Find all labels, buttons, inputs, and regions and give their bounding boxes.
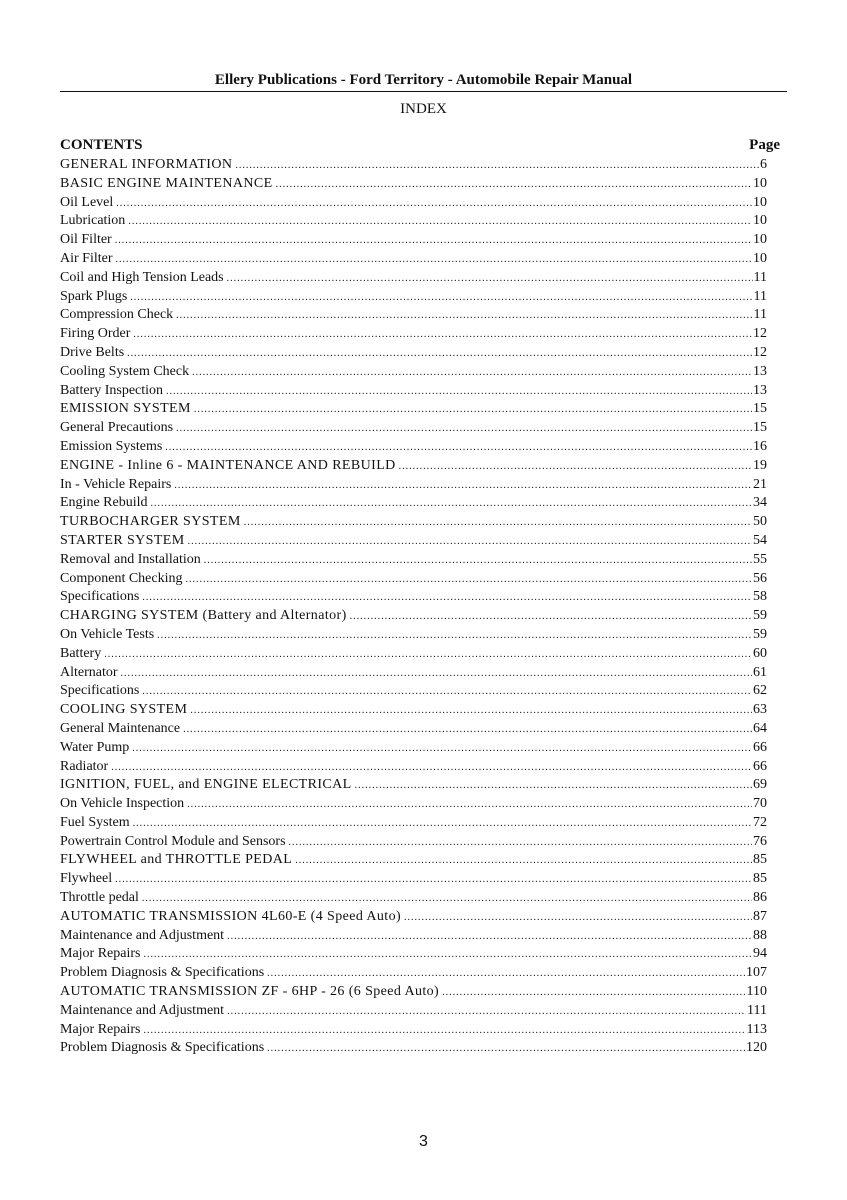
header-rule	[60, 91, 787, 92]
toc-entry-label: Problem Diagnosis & Specifications	[60, 965, 265, 981]
toc-entry[interactable]	[60, 401, 767, 420]
dot-leader	[176, 423, 752, 434]
toc-entry[interactable]	[60, 571, 767, 590]
toc-entry-page: 54	[753, 532, 767, 548]
dot-leader	[174, 480, 752, 491]
toc-entry-page: 66	[753, 739, 767, 755]
toc-entry-label: STARTER SYSTEM	[60, 532, 185, 548]
toc-entry-label: Maintenance and Adjustment	[60, 927, 225, 943]
toc-entry-label: Flywheel	[60, 871, 113, 887]
toc-entry-label: Drive Belts	[60, 344, 125, 360]
toc-entry-label: Throttle pedal	[60, 890, 139, 906]
toc-entry[interactable]	[60, 383, 767, 402]
toc-entry-label: Maintenance and Adjustment	[60, 1002, 225, 1018]
toc-entry[interactable]	[60, 815, 767, 834]
toc-entry-page: 15	[753, 401, 767, 417]
dot-leader	[133, 329, 752, 340]
dot-leader	[404, 912, 752, 923]
toc-entry-label: General Precautions	[60, 420, 174, 436]
dot-leader	[116, 254, 753, 265]
toc-entry-label: Radiator	[60, 758, 109, 774]
toc-entry-label: In - Vehicle Repairs	[60, 476, 172, 492]
toc-entry-label: Major Repairs	[60, 946, 141, 962]
toc-entry-label: Specifications	[60, 683, 140, 699]
toc-entry-page: 61	[753, 664, 767, 680]
toc-entry-label: COOLING SYSTEM	[60, 702, 188, 718]
toc-entry[interactable]	[60, 326, 767, 345]
toc-entry[interactable]	[60, 777, 767, 796]
toc-entry[interactable]	[60, 834, 767, 853]
toc-entry-label: FLYWHEEL and THROTTLE PEDAL	[60, 852, 293, 868]
toc-entry-label: ENGINE - Inline 6 - MAINTENANCE AND REBUILD	[60, 457, 396, 473]
toc-entry-page: 66	[753, 758, 767, 774]
dot-leader	[295, 855, 752, 866]
toc-entry-page: 69	[753, 777, 767, 793]
toc-entry-page: 13	[753, 382, 767, 398]
dot-leader	[176, 310, 752, 321]
toc-entry[interactable]	[60, 514, 767, 533]
toc-entry-label: CHARGING SYSTEM (Battery and Alternator)	[60, 608, 347, 624]
dot-leader	[143, 1025, 745, 1036]
toc-entry[interactable]	[60, 289, 767, 308]
toc-entry-page: 59	[753, 608, 767, 624]
toc-entry[interactable]	[60, 871, 767, 890]
toc-entry[interactable]	[60, 195, 767, 214]
toc-entry-page: 12	[753, 326, 767, 342]
dot-leader	[227, 1006, 746, 1017]
toc-entry[interactable]	[60, 665, 767, 684]
toc-entry-page: 88	[753, 927, 767, 943]
toc-entry[interactable]	[60, 458, 767, 477]
toc-entry[interactable]	[60, 608, 767, 627]
index-title: INDEX	[400, 101, 447, 117]
toc-entry-label: Major Repairs	[60, 1021, 141, 1037]
toc-entry-page: 11	[753, 307, 767, 323]
toc-entry[interactable]	[60, 345, 767, 364]
dot-leader	[127, 348, 752, 359]
toc-entry-page: 111	[747, 1002, 767, 1018]
dot-leader	[192, 367, 752, 378]
toc-entry-label: Battery Inspection	[60, 382, 164, 398]
document-header: Ellery Publications - Ford Territory - Automobile Repair Manual	[214, 72, 633, 88]
dot-leader	[186, 574, 753, 585]
toc-entry-page: 86	[753, 890, 767, 906]
dot-leader	[227, 273, 753, 284]
toc-entry-label: Water Pump	[60, 739, 130, 755]
toc-entry-label: On Vehicle Inspection	[60, 796, 185, 812]
toc-entry[interactable]	[60, 307, 767, 326]
toc-entry-page: 12	[753, 344, 767, 360]
dot-leader	[133, 818, 752, 829]
toc-entry[interactable]	[60, 251, 767, 270]
dot-leader	[187, 799, 752, 810]
toc-entry-page: 50	[753, 514, 767, 530]
toc-entry-page: 21	[753, 476, 767, 492]
toc-entry-label: Air Filter	[60, 250, 113, 266]
toc-entry-page: 113	[746, 1021, 767, 1037]
dot-leader	[111, 762, 752, 773]
toc-entry-label: Cooling System Check	[60, 363, 190, 379]
toc-entry[interactable]	[60, 965, 767, 984]
dot-leader	[204, 555, 752, 566]
toc-entry-page: 72	[753, 814, 767, 830]
toc-entry-page: 64	[753, 720, 767, 736]
dot-leader	[142, 686, 752, 697]
toc-entry[interactable]	[60, 232, 767, 251]
dot-leader	[115, 235, 752, 246]
toc-entry-label: Emission Systems	[60, 438, 163, 454]
dot-leader	[130, 292, 752, 303]
dot-leader	[157, 630, 752, 641]
toc-entry-page: 87	[753, 908, 767, 924]
toc-entry-label: IGNITION, FUEL, and ENGINE ELECTRICAL	[60, 777, 352, 793]
page-number: 3	[419, 1133, 428, 1150]
toc-entry-page: 62	[753, 683, 767, 699]
toc-entry-label: Oil Filter	[60, 232, 112, 248]
toc-entry-page: 10	[753, 213, 767, 229]
toc-entry[interactable]	[60, 1003, 767, 1022]
toc-entry-page: 10	[753, 194, 767, 210]
toc-entry-label: Firing Order	[60, 326, 131, 342]
toc-entry-label: AUTOMATIC TRANSMISSION ZF - 6HP - 26 (6 Speed Auto)	[60, 984, 440, 1000]
toc-entry-label: Alternator	[60, 664, 118, 680]
toc-entry[interactable]	[60, 702, 767, 721]
dot-leader	[142, 893, 752, 904]
toc-entry-label: Component Checking	[60, 570, 183, 586]
toc-entry-page: 63	[753, 702, 767, 718]
dot-leader	[194, 404, 752, 415]
toc-entry[interactable]	[60, 439, 767, 458]
dot-leader	[121, 668, 752, 679]
dot-leader	[132, 743, 752, 754]
dot-leader	[355, 780, 752, 791]
page-column-heading: Page	[749, 137, 780, 153]
toc-entry[interactable]	[60, 946, 767, 965]
toc-entry-page: 13	[753, 363, 767, 379]
toc-entry[interactable]	[60, 552, 767, 571]
dot-leader	[166, 386, 752, 397]
toc-entry-page: 70	[753, 796, 767, 812]
toc-entry[interactable]	[60, 157, 767, 176]
dot-leader	[115, 874, 752, 885]
toc-entry[interactable]	[60, 984, 767, 1003]
dot-leader	[116, 198, 752, 209]
toc-entry-page: 85	[753, 871, 767, 887]
toc-entry-label: AUTOMATIC TRANSMISSION 4L60-E (4 Speed Auto)	[60, 908, 402, 924]
toc-entry-page: 76	[753, 833, 767, 849]
dot-leader	[190, 705, 752, 716]
dot-leader	[227, 931, 752, 942]
toc-entry[interactable]	[60, 176, 767, 195]
dot-leader	[183, 724, 752, 735]
toc-entry[interactable]	[60, 721, 767, 740]
toc-entry[interactable]	[60, 909, 767, 928]
toc-entry-label: GENERAL INFORMATION	[60, 157, 233, 172]
toc-entry-label: EMISSION SYSTEM	[60, 401, 191, 417]
toc-entry-label: Specifications	[60, 589, 140, 605]
toc-entry-page: 59	[753, 626, 767, 642]
toc-entry[interactable]	[60, 646, 767, 665]
toc-entry-label: On Vehicle Tests	[60, 626, 155, 642]
toc-entry[interactable]	[60, 1022, 767, 1041]
toc-entry-page: 107	[746, 965, 767, 981]
toc-entry[interactable]	[60, 364, 767, 383]
dot-leader	[165, 442, 752, 453]
dot-leader	[142, 592, 752, 603]
dot-leader	[235, 160, 759, 171]
dot-leader	[104, 649, 752, 660]
toc-entry-page: 85	[753, 852, 767, 868]
dot-leader	[289, 837, 752, 848]
toc-entry-page: 16	[753, 438, 767, 454]
toc-entry-page: 58	[753, 589, 767, 605]
dot-leader	[267, 1043, 745, 1054]
toc-entry-label: Oil Level	[60, 194, 114, 210]
toc-entry-page: 11	[753, 269, 767, 285]
toc-entry-page: 6	[760, 157, 767, 172]
toc-entry-label: General Maintenance	[60, 720, 181, 736]
toc-entry-page: 34	[753, 495, 767, 511]
dot-leader	[188, 536, 752, 547]
table-of-contents	[60, 157, 767, 1059]
toc-entry[interactable]	[60, 213, 767, 232]
toc-entry[interactable]	[60, 890, 767, 909]
toc-entry[interactable]	[60, 270, 767, 289]
dot-leader	[143, 949, 752, 960]
toc-entry-label: TURBOCHARGER SYSTEM	[60, 514, 241, 530]
toc-entry-label: Coil and High Tension Leads	[60, 269, 224, 285]
dot-leader	[399, 461, 752, 472]
toc-entry-label: Spark Plugs	[60, 288, 128, 304]
toc-entry[interactable]	[60, 852, 767, 871]
toc-entry[interactable]	[60, 477, 767, 496]
dot-leader	[350, 611, 752, 622]
toc-entry-page: 10	[753, 232, 767, 248]
toc-entry-label: Fuel System	[60, 814, 130, 830]
toc-entry-page: 60	[753, 645, 767, 661]
toc-entry-page: 10	[753, 175, 767, 191]
toc-entry-label: Powertrain Control Module and Sensors	[60, 833, 286, 849]
toc-entry-page: 94	[753, 946, 767, 962]
dot-leader	[442, 987, 745, 998]
toc-entry-page: 10	[753, 250, 767, 266]
toc-entry-page: 15	[753, 420, 767, 436]
toc-entry-label: Battery	[60, 645, 102, 661]
dot-leader	[244, 517, 752, 528]
toc-entry-label: Lubrication	[60, 213, 126, 229]
dot-leader	[128, 216, 752, 227]
toc-entry-page: 19	[753, 457, 767, 473]
contents-heading: CONTENTS	[60, 137, 143, 153]
toc-entry[interactable]	[60, 589, 767, 608]
toc-entry-page: 56	[753, 570, 767, 586]
toc-entry-label: BASIC ENGINE MAINTENANCE	[60, 175, 273, 191]
toc-entry-page: 55	[753, 551, 767, 567]
toc-entry[interactable]	[60, 928, 767, 947]
contents-heading-row	[60, 137, 780, 154]
toc-entry[interactable]	[60, 759, 767, 778]
toc-entry-page: 120	[746, 1040, 767, 1056]
dot-leader	[151, 498, 753, 509]
toc-entry[interactable]	[60, 1040, 767, 1059]
toc-entry-label: Problem Diagnosis & Specifications	[60, 1040, 265, 1056]
toc-entry-page: 110	[746, 984, 767, 1000]
toc-entry-label: Removal and Installation	[60, 551, 201, 567]
toc-entry[interactable]	[60, 420, 767, 439]
dot-leader	[267, 968, 745, 979]
toc-entry[interactable]	[60, 683, 767, 702]
dot-leader	[276, 179, 752, 190]
toc-entry[interactable]	[60, 796, 767, 815]
toc-entry[interactable]	[60, 533, 767, 552]
toc-entry[interactable]	[60, 627, 767, 646]
toc-entry-label: Engine Rebuild	[60, 495, 148, 511]
toc-entry-page: 11	[753, 288, 767, 304]
toc-entry[interactable]	[60, 495, 767, 514]
toc-entry-label: Compression Check	[60, 307, 174, 323]
toc-entry[interactable]	[60, 740, 767, 759]
